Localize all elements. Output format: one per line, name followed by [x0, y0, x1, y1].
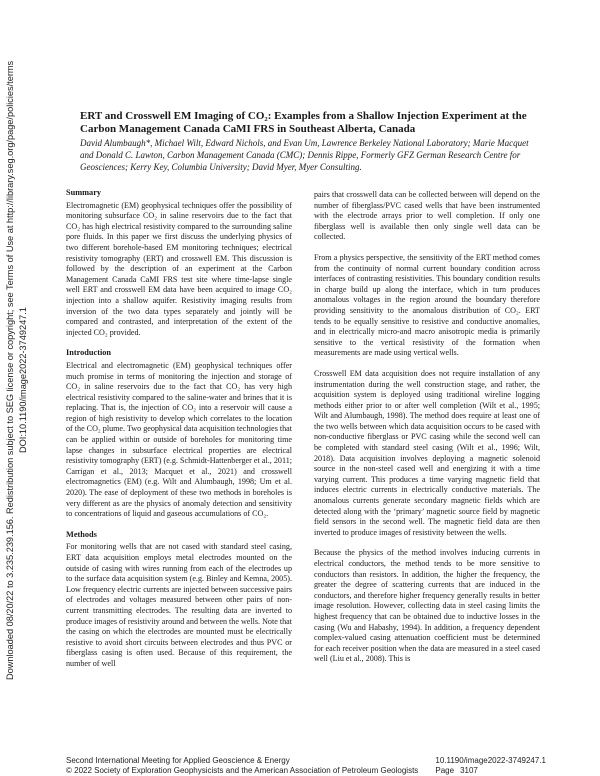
page-label: Page	[435, 766, 455, 775]
download-notice-sidebar	[4, 60, 34, 680]
introduction-heading: Introduction	[66, 348, 112, 358]
right-paragraph-1: pairs that crosswell data can be collected between will depend on the number of fiberglass/PVC cased wells that have been instrumented with the electrode arrays prior to well completion. If only one fiberglass well is available then only single well data can be collected.	[314, 190, 540, 242]
author-list: David Alumbaugh*, Michael Wilt, Edward Nichols, and Evan Um, Lawrence Berkeley National Laboratory; Marie Macquet and Donald C. Lawton, Carbon Management Canada (CMC); Dennis Rippe, Formerly GFZ German Research Centre for Geosciences; Kerry Key, Columbia University; David Myer, Myer Consulting.	[80, 138, 529, 172]
copyright-notice: © 2022 Society of Exploration Geophysicists and the American Association of Petroleum Geologists	[66, 766, 419, 775]
paper-title: ERT and Crosswell EM Imaging of CO₂: Examples from a Shallow Injection Experiment at the Carbon Management Canada CaMI FRS in Southeast Alberta, Canada	[80, 110, 527, 135]
page-indicator	[435, 766, 546, 776]
right-paragraph-3: Crosswell EM data acquisition does not require installation of any instrumentation during the well construction stage, and rather, the acquisition system is deployed using traditional wireline logging methods either prior to or after well completion (Wilt et al., 1995; Wilt and Alumbaugh, 1998). The method does require at least one of the two wells between which data acquisition occurs to be cased with non-conductive fiberglass or PVC casing while the second well can be completed with standard steel casing (Wilt et al., 1996; Wilt, 2018). Data acquisition involves deploying a magnetic solenoid source in the non-steel cased well and energizing it with a time varying current. This produces a time varying magnetic field that induces electric currents in electrically conductive materials. The anomalous currents generate secondary magnetic fields which are detected along with the ‘primary’ magnetic source field by magnetic field sensors in the second well. The magnetic field data are then inverted to produce images of resistivity between the wells.	[314, 368, 540, 537]
summary-heading: Summary	[66, 188, 102, 197]
summary-paragraph: Electromagnetic (EM) geophysical techniques offer the possibility of monitoring subsurface CO₂ in saline reservoirs due to the fact that CO₂ has high electrical resistivity compared to the surrounding saline pore fluids. In this paper we first discuss the underlying physics of two different borehole-based EM monitoring techniques; electrical resistivity tomography (ERT) and crosswell EM. This discussion is followed by the description of an experiment at the Carbon Management Canada CaMI FRS test site where time-lapse single well ERT and crosswell EM data have been acquired to image CO₂ injection into a shallow aquifer. Resistivity imaging results from inversion of the two data types separately and jointly will be compared and contrasted, and interpretation of the extent of the injected CO₂ provided.	[66, 200, 292, 337]
conference-name: Second International Meeting for Applied Geoscience & Energy	[66, 756, 290, 765]
download-notice-text: Downloaded 08/20/22 to 3.235.239.156. Redistribution subject to SEG license or copyright; see Terms of Use at http://library.seg.org/page/policies/terms	[5, 60, 15, 680]
page-number: 3107	[460, 766, 478, 775]
left-column	[66, 188, 292, 680]
right-paragraph-2: From a physics perspective, the sensitivity of the ERT method comes from the continuity of normal current boundary condition across interfaces of contrasting resistivities. This boundary condition results in charge build up along the interface, which in turn produces anomalous voltages in the region around the boundary therefore providing sensitivity to the anomalous distribution of CO₂. ERT tends to be equally sensitive to resistive and conductive anomalies, and in electrically micro-and macro anisotropic media is primarily sensitive to the vertical resistivity of the formation when measurements are made using vertical wells.	[314, 252, 540, 358]
doi-notice-text: DOI:10.1190/image2022-3749247.1	[18, 307, 28, 453]
introduction-paragraph: Electrical and electromagnetic (EM) geophysical techniques offer much promise in terms of monitoring the injection and storage of CO₂ in saline reservoirs due to the fact that CO₂ has very high electrical resistivity compared to the saline-water and brines that it is replacing. That is, the injection of CO₂ into a reservoir will cause a region of high resistivity to develop which correlates to the location of the CO₂ plume. Two geophysical data acquisition technologies that can be applied within or outside of boreholes for monitoring time lapse changes in subsurface electrical properties are electrical resistivity tomography (ERT) (e.g. Schmidt-Hattenberger et al., 2011; Carrigan et al., 2013; Macquet et al., 2021) and crosswell electromagnetics (EM) (e.g. Wilt and Alumbaugh, 1998; Um et al. 2020). The ease of deployment of these two methods in boreholes is very different as are the physics of anomaly detection and sensitivity to concentrations of liquid and gaseous accumulations of CO₂.	[66, 360, 292, 519]
methods-paragraph: For monitoring wells that are not cased with standard steel casing, ERT data acquisition employs metal electrodes mounted on the outside of casing with wires running from each of the electrodes up to the surface data acquisition system (e.g. Binley and Kemna, 2005). Low frequency electric currents are injected between successive pairs of electrodes and voltages measured between other pairs of non-current transmitting electrodes. The resulting data are inverted to produce images of resistivity around and between the wells. Note that the casing on which the electrodes are mounted must be electrically resistive to avoid short circuits between electrodes and thus PVC or fiberglass casing is often used. Because of this requirement, the number of well	[66, 542, 292, 668]
right-column	[314, 190, 540, 675]
right-paragraph-4: Because the physics of the method involves inducing currents in electrical conductors, the method tends to be more sensitive to conductors than resistors. In addition, the higher the frequency, the greater the degree of scattering currents that are induced in the conductors, and therefore higher frequency generally results in better image resolution. However, collecting data in steel casing limits the highest frequency that can be obtained due to inductive losses in the casing (Wu and Habashy, 1994). In addition, a frequency dependent complex-valued casing attenuation coefficient must be determined for each receiver position when the data are measured in a steel cased well (Liu et al., 2008). This is	[314, 548, 540, 664]
footer-doi: 10.1190/image2022-3749247.1	[435, 756, 546, 765]
methods-heading: Methods	[66, 529, 97, 539]
